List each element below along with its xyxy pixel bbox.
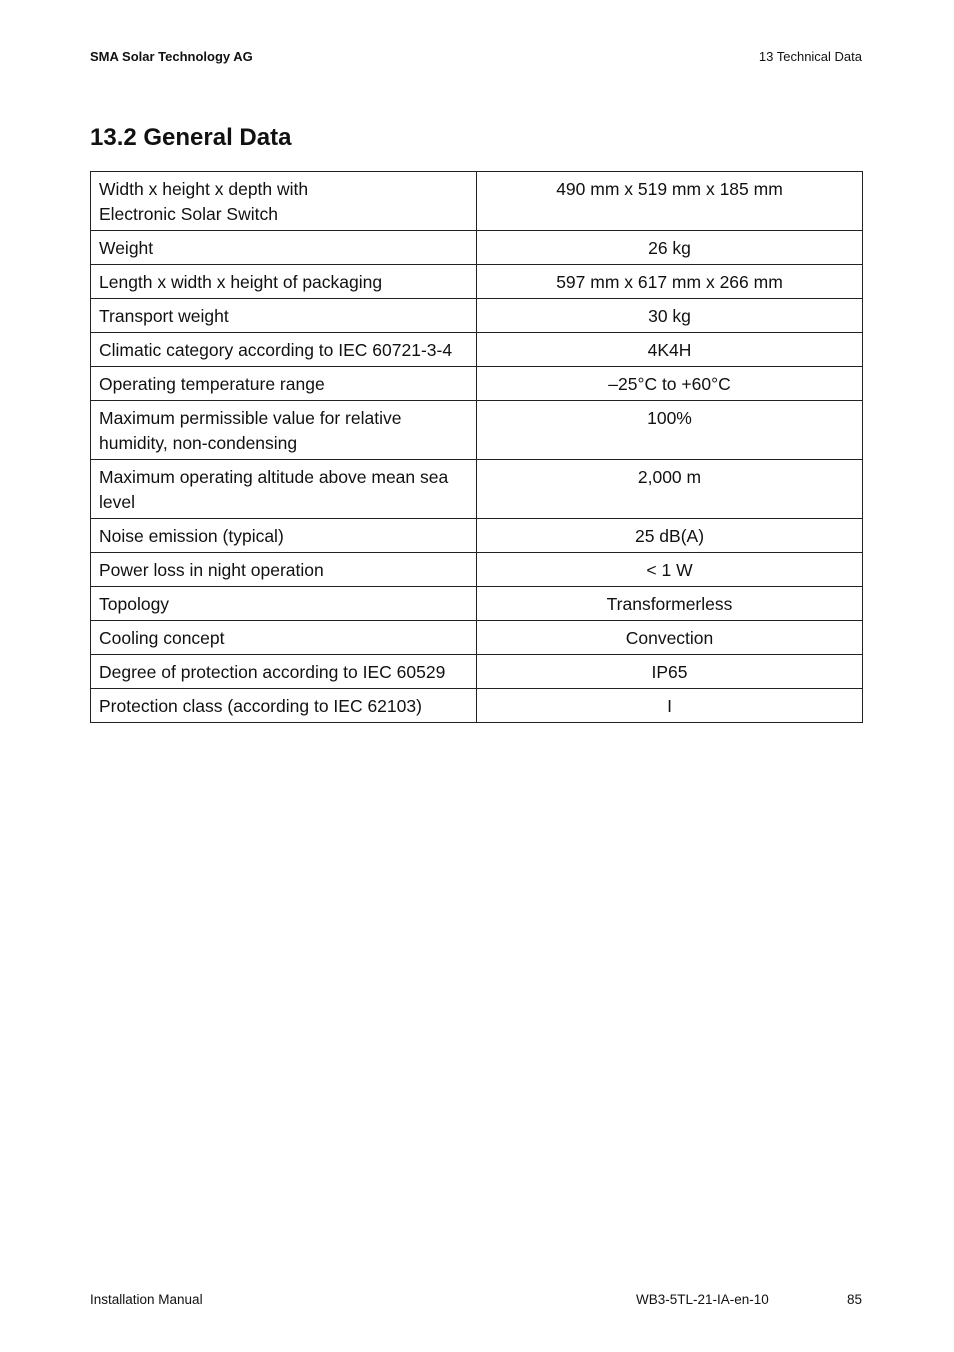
row-value: 100% (477, 401, 863, 460)
header-chapter: 13 Technical Data (758, 49, 862, 64)
table-row (91, 460, 863, 519)
row-value: Convection (477, 621, 863, 655)
table-row (91, 299, 863, 333)
row-value: 25 dB(A) (477, 519, 863, 553)
table-row (91, 265, 863, 299)
row-value: 2,000 m (477, 460, 863, 519)
row-value: IP65 (477, 655, 863, 689)
table-row (91, 172, 863, 231)
row-value: 4K4H (477, 333, 863, 367)
row-value: Transformerless (477, 587, 863, 621)
row-label: Maximum permissible value for relative humidity, non-condensing (91, 401, 477, 460)
page-number: 85 (846, 1292, 862, 1307)
row-label: Climatic category according to IEC 60721-3-4 (91, 333, 477, 367)
table-row (91, 519, 863, 553)
row-label: Operating temperature range (91, 367, 477, 401)
general-data-table (90, 171, 863, 723)
row-value: 30 kg (477, 299, 863, 333)
table-row (91, 553, 863, 587)
row-label: Width x height x depth with Electronic Solar Switch (91, 172, 477, 231)
row-value: < 1 W (477, 553, 863, 587)
row-label: Maximum operating altitude above mean sea level (91, 460, 477, 519)
table-row (91, 587, 863, 621)
row-value: 26 kg (477, 231, 863, 265)
row-label: Protection class (according to IEC 62103) (91, 689, 477, 723)
row-value: 490 mm x 519 mm x 185 mm (477, 172, 863, 231)
row-label: Transport weight (91, 299, 477, 333)
row-label: Degree of protection according to IEC 60529 (91, 655, 477, 689)
row-value: I (477, 689, 863, 723)
footer-manual: Installation Manual (90, 1292, 203, 1307)
row-label: Cooling concept (91, 621, 477, 655)
row-label: Noise emission (typical) (91, 519, 477, 553)
row-label: Topology (91, 587, 477, 621)
table-row (91, 231, 863, 265)
table-row (91, 333, 863, 367)
table-row (91, 401, 863, 460)
row-value: –25°C to +60°C (477, 367, 863, 401)
section-title: 13.2 General Data (90, 124, 292, 151)
table-row (91, 655, 863, 689)
footer-doc-id: WB3-5TL-21-IA-en-10 (636, 1292, 769, 1307)
row-label: Length x width x height of packaging (91, 265, 477, 299)
row-label: Weight (91, 231, 477, 265)
header-company: SMA Solar Technology AG (90, 49, 253, 64)
row-value: 597 mm x 617 mm x 266 mm (477, 265, 863, 299)
row-label: Power loss in night operation (91, 553, 477, 587)
table-row (91, 621, 863, 655)
table-row (91, 689, 863, 723)
table-row (91, 367, 863, 401)
